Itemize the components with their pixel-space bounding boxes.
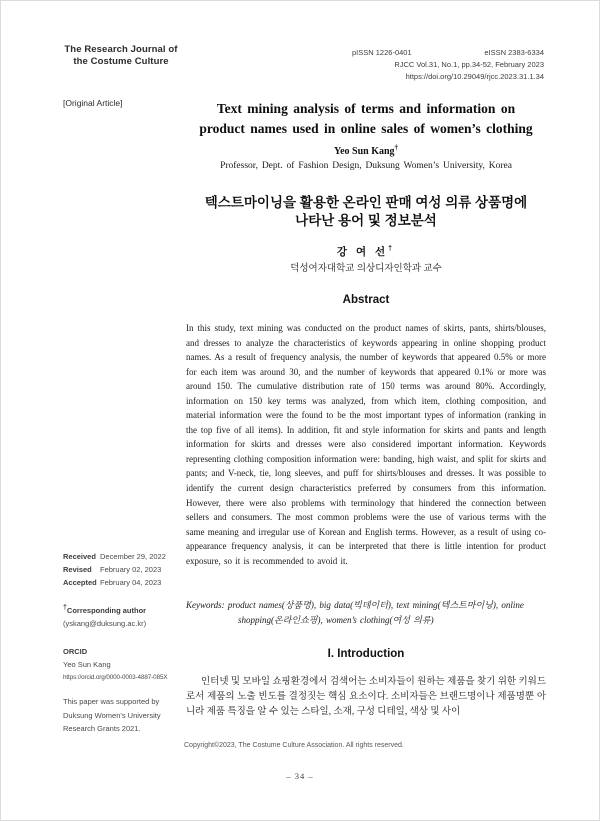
revised-label: Revised (63, 564, 92, 574)
received-row (63, 551, 179, 564)
corresponding-label-text: Corresponding author (66, 606, 147, 615)
orcid-label: ORCID (63, 647, 88, 656)
received-label: Received (63, 552, 96, 561)
accepted-row (63, 577, 179, 590)
volume-info: RJCC Vol.31, No.1, pp.34-52, February 2023 (394, 60, 544, 69)
keywords-label: Keywords: (186, 600, 225, 610)
author-en-name: Yeo Sun Kang (333, 146, 395, 157)
affiliation-en: Professor, Dept. of Fashion Design, Duksung Women’s University, Korea (220, 161, 512, 171)
copyright-notice: Copyright©2023, The Costume Culture Association. All rights reserved. (184, 742, 404, 749)
issn-row (352, 47, 544, 59)
abstract-body: In this study, text mining was conducted on the product names of skirts, pants, shirts/blouses, and dresses to analyze the characteristics of keywords appearing in online shopping product names. As a result of frequency analysis, the number of keywords that appeared 0.5% or more for each item was around 30, and the number of keywords that appeared 0.1% or more was around 150. The cumulative distribution rate of 150 terms was around 80%. Accordingly, information on 150 key terms was analyzed, from which item, clothing composition, and material information were the found to be the most important types of information (ranking in the top five of all items). In addition, fit and style information for skirts and pants and length information for skirts and dresses were also considered important information. Keywords representing clothing composition information were: banding, high waist, and split for skirts and pants; and V-neck, tie, long sleeves, and puff for shirts/blouses and dresses. It was possible to identify the current design characteristics preferred by consumers from this information. However, there were also problems with terminology that hindered the connection between sellers and consumers. The most common problems were the use of various terms with the same meaning and irregular use of Korean and English terms. However, as a result of using co-appearance frequency analysis, it can be interpreted that there is little intention for product exposure, so it is recommended to avoid it. (186, 323, 546, 566)
corresponding-author-block (63, 605, 179, 631)
paper-title-en (176, 99, 556, 139)
accepted-date: February 04, 2023 (100, 577, 162, 587)
orcid-block (63, 646, 179, 684)
introduction-paragraph: 인터넷 및 모바일 쇼핑환경에서 검색어는 소비자들이 원하는 제품을 찾기 위한 키워드로서 제품의 노출 빈도를 결정짓는 핵심 요소이다. 소비자들은 브랜드명이나 제품명뿐 아니라 제품 특징을 알 수 있는 스타일, 소재, 구성 디테일, 색상 및 사이 (186, 677, 546, 718)
affiliation-ko: 덕성여자대학교 의상디자인학과 교수 (290, 264, 442, 274)
paper-title-ko-line2: 나타난 용어 및 정보분석 (295, 212, 437, 228)
doi-link[interactable]: https://doi.org/10.29049/rjcc.2023.31.1.34 (405, 72, 544, 81)
paper-title-ko-line1: 텍스트마이닝을 활용한 온라인 판매 여성 의류 상품명에 (204, 195, 528, 210)
corresponding-email[interactable]: (yskang@duksung.ac.kr) (63, 618, 147, 628)
corresponding-dagger-icon: † (388, 245, 396, 253)
journal-name-line2: the Costume Culture (73, 56, 169, 67)
keywords-block (186, 598, 546, 627)
funding-note: This paper was supported by Duksung Women's University Research Grants 2021. (63, 697, 161, 733)
abstract-heading: Abstract (342, 294, 390, 306)
revised-row (63, 564, 179, 577)
corresponding-author-label (63, 605, 179, 618)
paper-title-en-line1: Text mining analysis of terms and information on (216, 101, 516, 116)
page-number: – 34 – (286, 771, 314, 781)
orcid-name: Yeo Sun Kang (63, 659, 111, 669)
orcid-url-link[interactable]: https://orcid.org/0000-0003-4887-085X (63, 673, 168, 681)
article-type-label: [Original Article] (63, 98, 123, 108)
paper-title-ko (176, 194, 556, 229)
journal-name-line1: The Research Journal of (64, 44, 178, 55)
pissn: pISSN 1226-0401 (352, 48, 412, 57)
keywords-text: product names(상품명), big data(빅데이터), text mining(텍스트마이닝), online shopping(온라인쇼핑), women’s clothing(여성 의류) (227, 600, 524, 625)
paper-title-en-line2: product names used in online sales of women’s clothing (199, 121, 533, 136)
corresponding-dagger-icon: † (63, 604, 67, 612)
journal-meta (352, 47, 544, 83)
article-history (63, 551, 179, 589)
received-date: December 29, 2022 (100, 552, 166, 561)
revised-date: February 02, 2023 (100, 564, 162, 574)
section-heading-introduction: I. Introduction (327, 648, 405, 660)
author-ko-name: 강 여 선 (336, 246, 389, 258)
corresponding-dagger-icon: † (394, 143, 399, 152)
author-ko (176, 244, 556, 259)
eissn: eISSN 2383-6334 (484, 48, 544, 57)
journal-name (61, 44, 181, 68)
author-en (176, 143, 556, 157)
accepted-label: Accepted (63, 577, 97, 587)
